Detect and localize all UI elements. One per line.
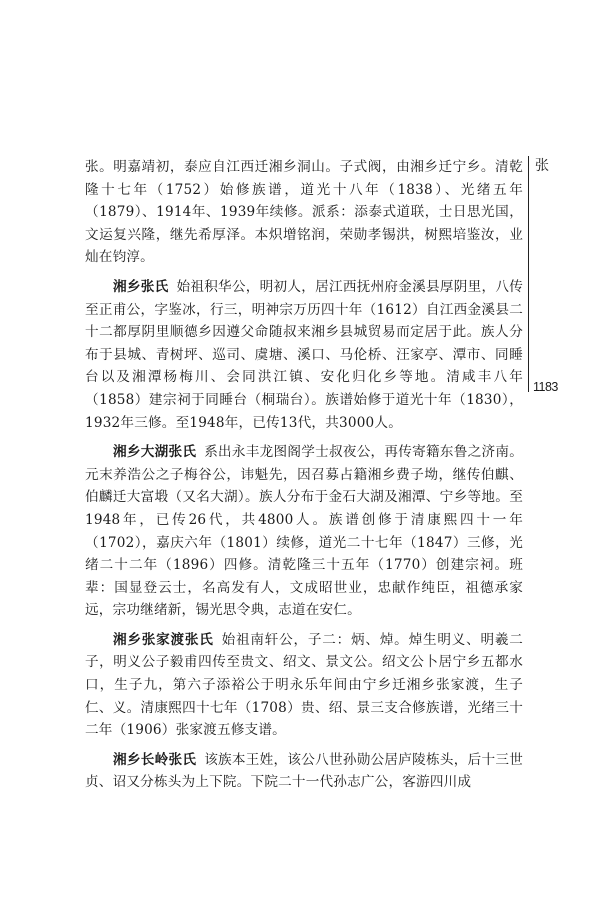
paragraph-xiangxiang-zhangjiadu-zhang bbox=[85, 629, 523, 742]
paragraph-text: 始祖积华公，明初人，居江西抚州府金溪县厚阴里，八传至正甫公，字鉴冰，行三，明神宗万历四十年（1612）自江西金溪县二十二都厚阴里顺德乡因遵父命随叔来湘乡县城贸易而定居于此。族人分布于县城、青树坪、巡司、虞塘、溪口、马伦桥、汪家亭、潭市、同睡台以及湘潭杨梅川、会同洪江镇、安化归化乡等地。清咸丰八年（1858）建宗祠于同睡台（桐瑞台）。族谱始修于道光十年（1830），1932年三修。至1948年，已传13代，共3000人。 bbox=[85, 278, 523, 431]
paragraph-text: 系出永丰龙图阁学士叔夜公，再传寄籍东鲁之济南。元末养浩公之子梅谷公，讳魁先，因召募占籍湘乡费子坳，继传伯麒、伯麟迁大富塅（又名大湖）。族人分布于金石大湖及湘潭、宁乡等地。至1948年，已传26代，共4800人。族谱创修于清康熙四十一年（1702），嘉庆六年（1801）续修，道光二十七年（1847）三修，光绪二十二年（1896）四修。清乾隆三十五年（1770）创建宗祠。班辈：国显登云士，名高发有人，文成昭世业，忠献作纯臣，祖德承家远，宗功继绪新，锡光思令典，志道在安仁。 bbox=[85, 444, 523, 619]
paragraph-heading: 湘乡大湖张氏 bbox=[113, 444, 197, 461]
paragraph-xiangxiang-zhang bbox=[85, 276, 523, 434]
section-tab-label: 张 bbox=[535, 158, 549, 174]
paragraph-continuation bbox=[85, 156, 523, 269]
paragraph-xiangxiang-dahu-zhang bbox=[85, 441, 523, 622]
paragraph-text: 始祖南轩公，子二：炳、焯。焯生明义、明羲二子，明义公子毅甫四传至贵文、绍文、景文公。绍文公卜居宁乡五都水口，生子九，第六子添裕公于明永乐年间由宁乡迁湘乡张家渡，生子仁、义。清康熙四十七年（1708）贵、绍、景三支合修族谱，光绪三十二年（1906）张家渡五修支谱。 bbox=[85, 631, 524, 739]
paragraph-heading: 湘乡张氏 bbox=[113, 278, 169, 295]
paragraph-text: 张。明嘉靖初，泰应自江西迁湘乡洞山。子式阀，由湘乡迁宁乡。清乾隆十七年（1752）始修族谱，道光十八年（1838）、光绪五年（1879）、1914年、1939年续修。派系：添泰式道联，士日思光国，文运复兴隆，继先希厚泽。本炽增铭润，荣勋孝锡洪，树熙培鉴汝，业灿在钧淳。 bbox=[85, 159, 523, 266]
body-text bbox=[85, 156, 523, 801]
page-number: 1183 bbox=[533, 380, 558, 394]
paragraph-text: 该族本王姓，该公八世孙勋公居庐陵栋头，后十三世贞、诏又分栋头为上下院。下院二十一代孙志广公，客游四川成 bbox=[85, 751, 523, 791]
margin-rule bbox=[528, 156, 529, 392]
paragraph-heading: 湘乡张家渡张氏 bbox=[113, 631, 214, 648]
paragraph-heading: 湘乡长岭张氏 bbox=[113, 751, 197, 768]
paragraph-xiangxiang-changling-zhang bbox=[85, 749, 523, 794]
